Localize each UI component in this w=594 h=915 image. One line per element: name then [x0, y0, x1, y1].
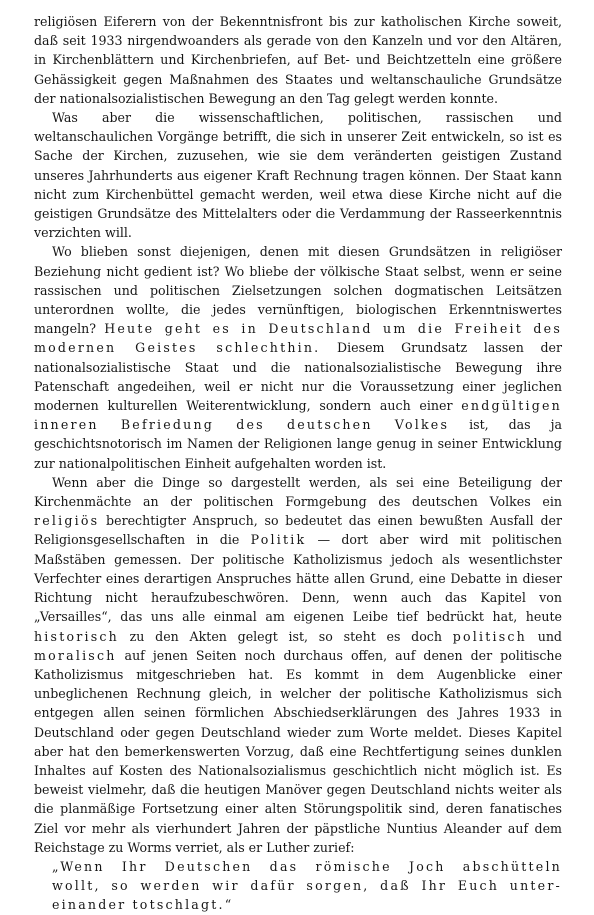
paragraph-2: Was aber die wissenschaftlichen, politischen, rassischen und weltanschaulichen Vorgänge betrifft, die sich in unserer Zeit entwickeln, so ist es Sache der Kirchen, zuzusehen, wie sie dem veränderten geistigen Zustand unseres Jahrhunderts aus eigener Kraft Rechnung tragen können. Der Staat kann nicht zum Kirchenbüttel gemacht werden, weil etwa diese Kirche nicht auf die geistigen Grundsätze des Mittelalters oder die Verdammung der Rasseerkenntnis verzichten will. [34, 110, 562, 241]
paragraph-4-text-c: — dort aber wird mit politischen Maßstäben gemessen. Der politische Katholizismus jedoch als wesentlichster Verfechter eines derartigen Anspruches hätte allen Grund, eine Debatte in dieser Richtung nicht heraufzubeschwören. Denn, wenn auch das Kapitel von „Versailles“, das uns alle einmal am eigenen Leibe tief bedrückt hat, heute [34, 532, 563, 625]
paragraph-1: religiösen Eiferern von der Bekenntnisfront bis zur katholischen Kirche soweit, daß seit 1933 nirgendwoanders als gerade von den Kanzeln und vor den Altären, in Kirchenblättern und Kirchenbriefen, auf Bet- und Beichtzetteln eine größere Gehässigkeit gegen Maßnahmen des Staates und weltanschauliche Grundsätze der nationalsozialistischen Bewegung an den Tag gelegt werden konnte. [34, 14, 562, 106]
paragraph-4-emphasis-a: religiös [34, 513, 100, 529]
paragraph-4-emphasis-d: politisch [452, 628, 527, 644]
paragraph-4-text-f: auf jenen Seiten noch durchaus offen, auf denen der politische Katholizismus mitgeschrieben hat. Es kommt in dem Augenblicke einer unbeglichenen Rechnung gleich, in welcher der politische Katholizismus sich entgegen allen seinen förmlichen Abschiedserklärungen des Jahres 1933 in Deutschland oder gegen Deutschland wieder zum Worte meldet. Dieses Kapitel aber hat den bemerkenswerten Vorzug, daß eine Rechtfertigung seines dunklen Inhaltes auf Kosten des Nationalsozialismus geschichtlich nicht möglich ist. Es beweist vielmehr, daß die heutigen Manöver gegen Deutschland nichts weiter als die planmäßige Fortsetzung einer alten Störungspolitik sind, deren fanatisches Ziel vor mehr als vierhundert Jahren der päpstliche Nuntius Aleander auf dem Reichstage zu Worms verriet, als er Luther zurief: [34, 647, 562, 855]
paragraph-3-emphasis-b: endgültigen inneren Befriedung des deutschen Volkes [34, 398, 562, 433]
luther-quote [34, 857, 562, 915]
paragraph-3-text-a: Wo blieben sonst diejenigen, denen mit diesen Grundsätzen in religiöser Beziehung nicht gedient ist? Wo bliebe der völkische Staat selbst, wenn er seine rassischen und politischen Zielsetzungen solchen dogmatischen Leitsätzen unterordnen wollte, die jedes vernünftigen, biologischen Erkenntniswertes mangeln? [34, 244, 562, 337]
paragraph-4-emphasis-b: Politik [250, 532, 307, 548]
quote-line-2: wollt, so werden wir dafür sorgen, daß Ihr Euch unter- [52, 878, 562, 894]
paragraph-4-text-d: zu den Akten gelegt ist, so steht es doch [118, 628, 453, 644]
paragraph-3-text-c: ist, das ja geschichtsnotorisch im Namen der Religionen lange genug in seiner Entwicklung zur nationalpolitischen Einheit aufgehalten worden ist. [34, 417, 562, 471]
quote-line-3: einander totschlagt.“ [52, 897, 234, 913]
paragraph-4-text-b: berechtigter Anspruch, so bedeutet das einen bewußten Ausfall der Religionsgesellschaften in die [34, 513, 562, 548]
paragraph-4-text-e: und [526, 628, 562, 644]
paragraph-4-text-a: Wenn aber die Dinge so dargestellt werden, als sei eine Beteiligung der Kirchenmächte an der politischen Formgebung des deutschen Volkes ein [34, 474, 562, 510]
paragraph-4 [34, 473, 562, 857]
paragraph-3-emphasis-a: Heute geht es in Deutschland um die Freiheit des modernen Geistes schlechthin. [34, 321, 562, 356]
paragraph-3 [34, 242, 562, 472]
quote-line-1: „Wenn Ihr Deutschen das römische Joch abschütteln [52, 858, 562, 874]
paragraph-3-text-b: Diesem Grundsatz lassen der nationalsozialistische Staat und die nationalsozialistische Bewegung ihre Patenschaft angedeihen, weil er nicht nur die Voraussetzung einer jeglichen modernen kulturellen Weiterentwicklung, sondern auch einer [34, 340, 562, 414]
paragraph-4-emphasis-c: historisch [34, 628, 119, 644]
paragraph-4-emphasis-e: moralisch [34, 647, 117, 663]
document-page [34, 12, 562, 915]
